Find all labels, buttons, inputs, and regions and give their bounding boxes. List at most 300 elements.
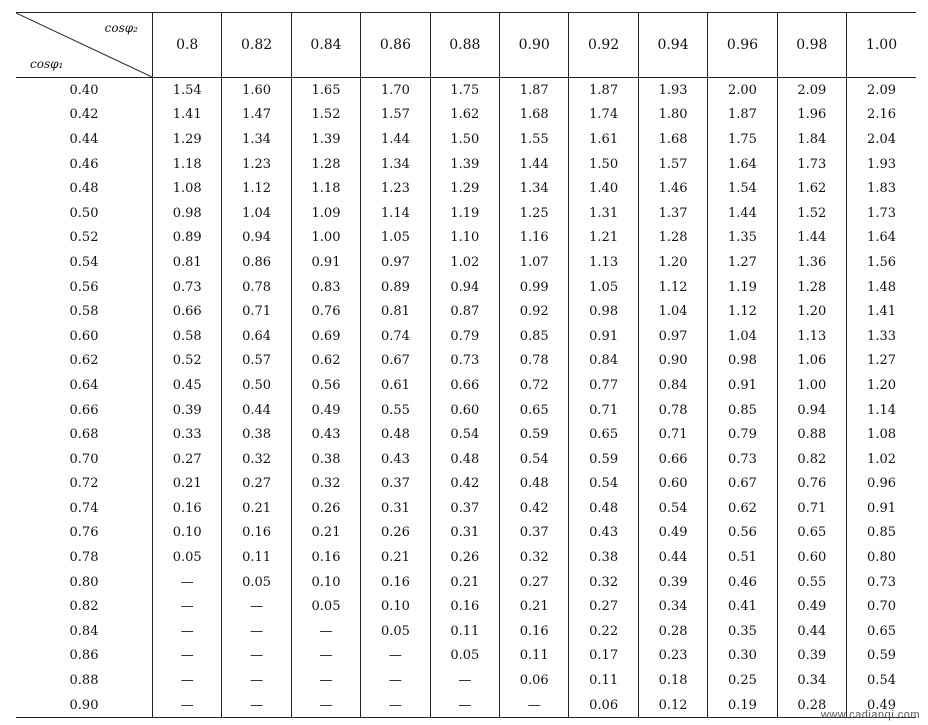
table-cell: 0.35 bbox=[708, 619, 777, 644]
table-row bbox=[16, 176, 916, 201]
table-cell: — bbox=[361, 644, 430, 669]
table-cell: 1.34 bbox=[500, 176, 569, 201]
table-cell: 0.72 bbox=[500, 373, 569, 398]
table-cell: — bbox=[222, 668, 291, 693]
table-cell: 0.66 bbox=[430, 373, 499, 398]
table-cell: — bbox=[430, 668, 499, 693]
table-cell: 1.19 bbox=[708, 275, 777, 300]
table-cell: 1.39 bbox=[291, 127, 360, 152]
table-cell: 1.06 bbox=[777, 349, 846, 374]
table-cell: 0.31 bbox=[361, 496, 430, 521]
table-cell: 0.98 bbox=[569, 299, 638, 324]
table-cell: 0.73 bbox=[847, 570, 916, 595]
table-cell: 0.73 bbox=[430, 349, 499, 374]
table-cell: 1.68 bbox=[638, 127, 707, 152]
row-label: 0.60 bbox=[69, 328, 99, 344]
table-cell: 1.21 bbox=[569, 226, 638, 251]
table-cell: 0.21 bbox=[430, 570, 499, 595]
table-cell: 2.04 bbox=[847, 127, 916, 152]
table-cell: 0.17 bbox=[569, 644, 638, 669]
table-cell: — bbox=[222, 594, 291, 619]
table-cell: 0.67 bbox=[361, 349, 430, 374]
table-cell: 1.75 bbox=[430, 78, 499, 103]
table-cell: 1.87 bbox=[569, 78, 638, 103]
table-cell: 1.44 bbox=[361, 127, 430, 152]
table-cell: 0.43 bbox=[569, 521, 638, 546]
table-cell: 1.39 bbox=[430, 152, 499, 177]
table-cell: 1.14 bbox=[361, 201, 430, 226]
table-cell: 0.60 bbox=[430, 398, 499, 423]
table-cell: 1.64 bbox=[847, 226, 916, 251]
table-cell: 0.21 bbox=[153, 472, 222, 497]
table-cell: 0.05 bbox=[291, 594, 360, 619]
row-label: 0.76 bbox=[69, 525, 99, 541]
table-cell: 0.87 bbox=[430, 299, 499, 324]
table-cell: 1.40 bbox=[569, 176, 638, 201]
table-cell: 1.41 bbox=[153, 103, 222, 128]
table-cell: 0.16 bbox=[222, 521, 291, 546]
table-cell: 0.59 bbox=[847, 644, 916, 669]
table-cell: 0.21 bbox=[222, 496, 291, 521]
table-row bbox=[16, 373, 916, 398]
table-cell: 0.22 bbox=[569, 619, 638, 644]
table-cell: 0.49 bbox=[777, 594, 846, 619]
table-cell: 0.32 bbox=[222, 447, 291, 472]
table-cell: 0.71 bbox=[638, 422, 707, 447]
table-row bbox=[16, 275, 916, 300]
table-cell: 0.27 bbox=[153, 447, 222, 472]
row-label: 0.88 bbox=[69, 673, 99, 689]
table-row bbox=[16, 619, 916, 644]
table-cell: 0.16 bbox=[500, 619, 569, 644]
table-cell: 0.11 bbox=[430, 619, 499, 644]
table-cell: 1.23 bbox=[361, 176, 430, 201]
table-cell: 0.18 bbox=[638, 668, 707, 693]
table-row bbox=[16, 422, 916, 447]
table-cell: — bbox=[291, 693, 360, 718]
table-cell: 1.20 bbox=[847, 373, 916, 398]
row-label: 0.56 bbox=[69, 279, 99, 295]
table-cell: 0.30 bbox=[708, 644, 777, 669]
table-cell: 1.37 bbox=[638, 201, 707, 226]
table-cell: — bbox=[430, 693, 499, 718]
table-cell: 0.50 bbox=[222, 373, 291, 398]
table-cell: 0.94 bbox=[222, 226, 291, 251]
table-cell: 1.18 bbox=[153, 152, 222, 177]
table-cell: 0.60 bbox=[777, 545, 846, 570]
table-cell: 1.25 bbox=[500, 201, 569, 226]
table-cell: 0.91 bbox=[847, 496, 916, 521]
column-header: 0.98 bbox=[777, 13, 846, 78]
table-row bbox=[16, 693, 916, 718]
table-cell: 0.32 bbox=[500, 545, 569, 570]
table-cell: 1.04 bbox=[708, 324, 777, 349]
table-cell: 0.65 bbox=[847, 619, 916, 644]
table-cell: 0.66 bbox=[153, 299, 222, 324]
row-label: 0.50 bbox=[69, 205, 99, 221]
table-cell: 0.54 bbox=[500, 447, 569, 472]
table-row bbox=[16, 324, 916, 349]
table-cell: 0.44 bbox=[222, 398, 291, 423]
table-cell: 0.49 bbox=[291, 398, 360, 423]
column-header: 0.90 bbox=[500, 13, 569, 78]
table-cell: 0.05 bbox=[222, 570, 291, 595]
table-cell: 0.54 bbox=[430, 422, 499, 447]
table-cell: 1.09 bbox=[291, 201, 360, 226]
table-cell: 1.50 bbox=[430, 127, 499, 152]
table-cell: 1.48 bbox=[847, 275, 916, 300]
row-label: 0.68 bbox=[69, 427, 99, 443]
column-header: 0.82 bbox=[222, 13, 291, 78]
table-cell: — bbox=[153, 570, 222, 595]
table-cell: 1.35 bbox=[708, 226, 777, 251]
column-header: 0.84 bbox=[291, 13, 360, 78]
table-cell: 1.23 bbox=[222, 152, 291, 177]
table-cell: 0.37 bbox=[500, 521, 569, 546]
table-row bbox=[16, 594, 916, 619]
row-label: 0.58 bbox=[69, 304, 99, 320]
watermark-text: www.cadianqi.com bbox=[820, 709, 920, 721]
table-cell: 1.87 bbox=[500, 78, 569, 103]
table-cell: 1.19 bbox=[430, 201, 499, 226]
table-cell: 0.60 bbox=[638, 472, 707, 497]
table-cell: 2.09 bbox=[777, 78, 846, 103]
table-cell: 1.20 bbox=[777, 299, 846, 324]
table-cell: 1.61 bbox=[569, 127, 638, 152]
table-cell: 2.00 bbox=[708, 78, 777, 103]
table-cell: 0.54 bbox=[847, 668, 916, 693]
table-cell: — bbox=[222, 644, 291, 669]
table-cell: 0.27 bbox=[569, 594, 638, 619]
table-cell: 0.76 bbox=[291, 299, 360, 324]
table-cell: 1.36 bbox=[777, 250, 846, 275]
table-row bbox=[16, 349, 916, 374]
table-cell: 1.08 bbox=[847, 422, 916, 447]
table-cell: 0.55 bbox=[361, 398, 430, 423]
row-label: 0.54 bbox=[69, 254, 99, 270]
table-cell: 1.28 bbox=[777, 275, 846, 300]
table-cell: 1.28 bbox=[638, 226, 707, 251]
table-cell: 0.65 bbox=[569, 422, 638, 447]
table-cell: 0.99 bbox=[500, 275, 569, 300]
table-cell: 2.16 bbox=[847, 103, 916, 128]
table-cell: — bbox=[153, 644, 222, 669]
table-row bbox=[16, 570, 916, 595]
row-label: 0.86 bbox=[69, 648, 99, 664]
table-cell: 0.80 bbox=[847, 545, 916, 570]
table-cell: — bbox=[153, 668, 222, 693]
table-cell: 0.58 bbox=[153, 324, 222, 349]
table-cell: — bbox=[500, 693, 569, 718]
table-cell: 1.00 bbox=[777, 373, 846, 398]
row-label: 0.52 bbox=[69, 230, 99, 246]
table-cell: 0.71 bbox=[222, 299, 291, 324]
table-cell: 0.88 bbox=[777, 422, 846, 447]
table-cell: 1.62 bbox=[430, 103, 499, 128]
table-cell: 1.65 bbox=[291, 78, 360, 103]
table-cell: 1.05 bbox=[569, 275, 638, 300]
table-cell: 0.48 bbox=[430, 447, 499, 472]
table-body bbox=[16, 78, 916, 718]
table-cell: 0.42 bbox=[430, 472, 499, 497]
table-cell: 0.10 bbox=[153, 521, 222, 546]
table-cell: 0.66 bbox=[638, 447, 707, 472]
table-cell: 0.96 bbox=[847, 472, 916, 497]
table-cell: — bbox=[153, 619, 222, 644]
table-cell: 1.70 bbox=[361, 78, 430, 103]
header-row bbox=[16, 13, 916, 78]
table-cell: 0.91 bbox=[569, 324, 638, 349]
table-cell: 0.97 bbox=[638, 324, 707, 349]
table-cell: 1.73 bbox=[777, 152, 846, 177]
row-label: 0.90 bbox=[16, 693, 153, 718]
table-cell: 1.83 bbox=[847, 176, 916, 201]
table-cell: 0.06 bbox=[500, 668, 569, 693]
table-cell: 0.39 bbox=[777, 644, 846, 669]
table-cell: 0.48 bbox=[500, 472, 569, 497]
column-header: 0.8 bbox=[153, 13, 222, 78]
table-cell: 0.05 bbox=[361, 619, 430, 644]
table-cell: 0.23 bbox=[638, 644, 707, 669]
table-cell: 0.84 bbox=[638, 373, 707, 398]
table-cell: 1.55 bbox=[500, 127, 569, 152]
table-cell: 0.05 bbox=[430, 644, 499, 669]
table-cell: — bbox=[222, 693, 291, 718]
table-cell: 1.04 bbox=[638, 299, 707, 324]
table-cell: 0.59 bbox=[569, 447, 638, 472]
table-cell: 0.10 bbox=[361, 594, 430, 619]
table-cell: 2.09 bbox=[847, 78, 916, 103]
table-cell: 0.31 bbox=[430, 521, 499, 546]
table-cell: 0.11 bbox=[500, 644, 569, 669]
table-cell: 0.11 bbox=[569, 668, 638, 693]
table-cell: 0.57 bbox=[222, 349, 291, 374]
table-cell: 0.41 bbox=[708, 594, 777, 619]
table-cell: 0.79 bbox=[430, 324, 499, 349]
table-cell: 1.34 bbox=[361, 152, 430, 177]
table-cell: — bbox=[361, 693, 430, 718]
table-cell: 0.91 bbox=[291, 250, 360, 275]
table-row bbox=[16, 545, 916, 570]
column-header: 0.92 bbox=[569, 13, 638, 78]
table-cell: 1.00 bbox=[291, 226, 360, 251]
row-axis-label: cosφ₁ bbox=[30, 57, 64, 71]
table-cell: 1.60 bbox=[222, 78, 291, 103]
table-cell: 0.26 bbox=[430, 545, 499, 570]
corner-header-cell bbox=[16, 13, 153, 78]
table-cell: 0.37 bbox=[430, 496, 499, 521]
row-label: 0.64 bbox=[69, 377, 99, 393]
table-cell: 0.27 bbox=[222, 472, 291, 497]
table-cell: 0.76 bbox=[777, 472, 846, 497]
table-cell: 0.49 bbox=[847, 693, 916, 718]
table-row bbox=[16, 127, 916, 152]
column-axis-label: cosφ₂ bbox=[104, 21, 138, 35]
table-cell: 1.02 bbox=[847, 447, 916, 472]
table-cell: 0.52 bbox=[153, 349, 222, 374]
row-label: 0.70 bbox=[69, 451, 99, 467]
table-cell: 0.82 bbox=[777, 447, 846, 472]
table-cell: 0.26 bbox=[291, 496, 360, 521]
table-cell: 1.44 bbox=[708, 201, 777, 226]
table-cell: 0.26 bbox=[361, 521, 430, 546]
table-cell: 0.98 bbox=[153, 201, 222, 226]
table-cell: 0.33 bbox=[153, 422, 222, 447]
table-cell: 0.65 bbox=[500, 398, 569, 423]
table-row bbox=[16, 668, 916, 693]
table-cell: 0.54 bbox=[569, 472, 638, 497]
table-cell: 1.31 bbox=[569, 201, 638, 226]
table-cell: 0.12 bbox=[638, 693, 707, 718]
table-cell: — bbox=[361, 668, 430, 693]
table-cell: 0.21 bbox=[291, 521, 360, 546]
table-cell: 0.44 bbox=[777, 619, 846, 644]
table-cell: 0.28 bbox=[777, 693, 846, 718]
table-cell: 0.84 bbox=[569, 349, 638, 374]
table-cell: 1.14 bbox=[847, 398, 916, 423]
table-cell: 0.46 bbox=[708, 570, 777, 595]
table-cell: 1.10 bbox=[430, 226, 499, 251]
row-label: 0.48 bbox=[69, 181, 99, 197]
table-cell: 0.71 bbox=[777, 496, 846, 521]
table-cell: 0.81 bbox=[153, 250, 222, 275]
table-cell: 1.20 bbox=[638, 250, 707, 275]
table-cell: 0.44 bbox=[638, 545, 707, 570]
table-cell: 1.34 bbox=[222, 127, 291, 152]
table-cell: 0.49 bbox=[638, 521, 707, 546]
table-cell: 0.69 bbox=[291, 324, 360, 349]
table-cell: 1.74 bbox=[569, 103, 638, 128]
table-cell: 0.16 bbox=[291, 545, 360, 570]
table-row bbox=[16, 299, 916, 324]
table-cell: 1.54 bbox=[708, 176, 777, 201]
table-cell: 0.34 bbox=[638, 594, 707, 619]
table-cell: 1.27 bbox=[847, 349, 916, 374]
table-cell: 1.93 bbox=[638, 78, 707, 103]
table-cell: 0.86 bbox=[222, 250, 291, 275]
table-cell: 0.79 bbox=[708, 422, 777, 447]
row-label: 0.74 bbox=[69, 500, 99, 516]
table-cell: 0.05 bbox=[153, 545, 222, 570]
table-cell: 1.57 bbox=[361, 103, 430, 128]
table-cell: 0.56 bbox=[291, 373, 360, 398]
table-cell: 0.81 bbox=[361, 299, 430, 324]
table-cell: 1.44 bbox=[777, 226, 846, 251]
row-label: 0.78 bbox=[69, 550, 99, 566]
table-cell: 0.56 bbox=[708, 521, 777, 546]
table-row bbox=[16, 644, 916, 669]
table-cell: 0.90 bbox=[638, 349, 707, 374]
table-cell: 0.21 bbox=[500, 594, 569, 619]
table-cell: 0.37 bbox=[361, 472, 430, 497]
row-label: 0.66 bbox=[69, 402, 99, 418]
row-label: 0.80 bbox=[69, 574, 99, 590]
table-cell: 1.12 bbox=[638, 275, 707, 300]
table-cell: 0.73 bbox=[708, 447, 777, 472]
table-cell: 0.21 bbox=[361, 545, 430, 570]
table-cell: 1.08 bbox=[153, 176, 222, 201]
table-cell: 1.04 bbox=[222, 201, 291, 226]
table-cell: 0.71 bbox=[569, 398, 638, 423]
table-row bbox=[16, 226, 916, 251]
row-label: 0.82 bbox=[69, 599, 99, 615]
table-row bbox=[16, 250, 916, 275]
table-row bbox=[16, 103, 916, 128]
table-cell: 0.65 bbox=[777, 521, 846, 546]
table-cell: 1.12 bbox=[708, 299, 777, 324]
table-cell: 0.45 bbox=[153, 373, 222, 398]
table-cell: 0.62 bbox=[291, 349, 360, 374]
table-cell: 0.51 bbox=[708, 545, 777, 570]
table-cell: 0.92 bbox=[500, 299, 569, 324]
table-cell: 0.85 bbox=[708, 398, 777, 423]
table-cell: 0.38 bbox=[222, 422, 291, 447]
table-cell: 1.54 bbox=[153, 78, 222, 103]
column-header: 0.96 bbox=[708, 13, 777, 78]
table-cell: 1.75 bbox=[708, 127, 777, 152]
table-cell: 0.34 bbox=[777, 668, 846, 693]
table-cell: 0.42 bbox=[500, 496, 569, 521]
table-cell: 1.80 bbox=[638, 103, 707, 128]
table-cell: 1.05 bbox=[361, 226, 430, 251]
table-cell: 0.94 bbox=[777, 398, 846, 423]
table-cell: 0.85 bbox=[847, 521, 916, 546]
row-label: 0.62 bbox=[69, 353, 99, 369]
table-cell: 0.91 bbox=[708, 373, 777, 398]
table-cell: 1.28 bbox=[291, 152, 360, 177]
table-row bbox=[16, 152, 916, 177]
table-cell: 1.52 bbox=[777, 201, 846, 226]
compensation-table bbox=[16, 12, 916, 718]
table-cell: 0.28 bbox=[638, 619, 707, 644]
table-cell: 1.13 bbox=[777, 324, 846, 349]
table-cell: 1.47 bbox=[222, 103, 291, 128]
table-cell: 1.02 bbox=[430, 250, 499, 275]
table-cell: 0.11 bbox=[222, 545, 291, 570]
table-cell: 0.97 bbox=[361, 250, 430, 275]
table-cell: 1.84 bbox=[777, 127, 846, 152]
table-cell: 0.78 bbox=[500, 349, 569, 374]
column-header: 0.88 bbox=[430, 13, 499, 78]
table-cell: — bbox=[291, 668, 360, 693]
row-label: 0.72 bbox=[69, 476, 99, 492]
table-cell: 0.16 bbox=[361, 570, 430, 595]
table-cell: 0.19 bbox=[708, 693, 777, 718]
table-cell: 0.70 bbox=[847, 594, 916, 619]
table-row bbox=[16, 447, 916, 472]
table-cell: 1.64 bbox=[708, 152, 777, 177]
table-cell: 1.27 bbox=[708, 250, 777, 275]
table-cell: 1.93 bbox=[847, 152, 916, 177]
table-cell: 0.32 bbox=[569, 570, 638, 595]
table-cell: 1.07 bbox=[500, 250, 569, 275]
table-cell: 1.33 bbox=[847, 324, 916, 349]
table-cell: 0.32 bbox=[291, 472, 360, 497]
row-label: 0.40 bbox=[69, 82, 99, 98]
table-cell: 0.74 bbox=[361, 324, 430, 349]
table-cell: 0.43 bbox=[361, 447, 430, 472]
column-header: 0.94 bbox=[638, 13, 707, 78]
table-cell: 0.10 bbox=[291, 570, 360, 595]
table-cell: 0.39 bbox=[638, 570, 707, 595]
table-cell: 1.96 bbox=[777, 103, 846, 128]
table-cell: — bbox=[291, 619, 360, 644]
table-cell: 0.62 bbox=[708, 496, 777, 521]
table-cell: 1.56 bbox=[847, 250, 916, 275]
table-cell: 0.67 bbox=[708, 472, 777, 497]
row-label: 0.44 bbox=[69, 131, 99, 147]
table-row bbox=[16, 472, 916, 497]
